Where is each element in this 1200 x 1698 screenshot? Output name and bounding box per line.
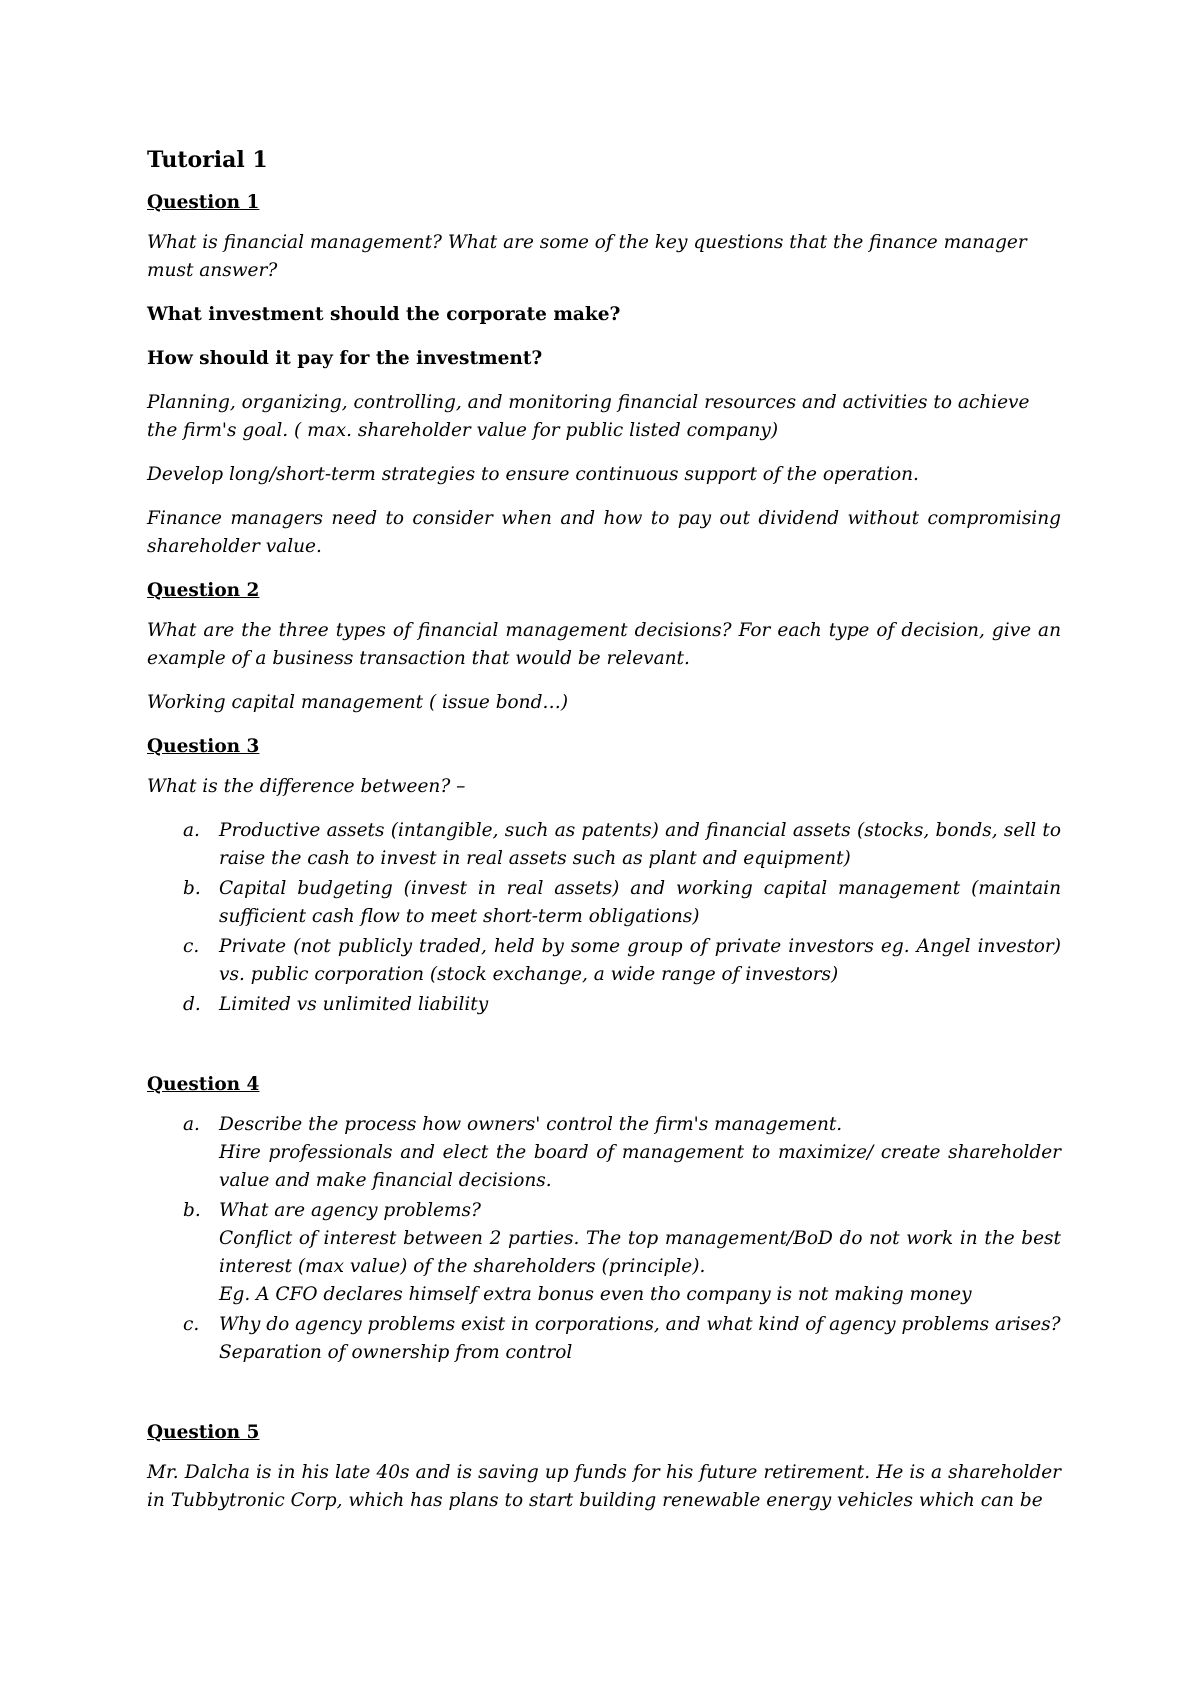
question-4b-example: Eg. A CFO declares himself extra bonus even tho company is not making money bbox=[219, 1284, 972, 1305]
question-4-heading: Question 4 bbox=[147, 1074, 260, 1095]
list-marker: d. bbox=[183, 994, 201, 1015]
question-3-text: What is the difference between? – bbox=[147, 776, 466, 797]
spacer bbox=[147, 1379, 1061, 1419]
question-2-text: What are the three types of financial management decisions? For each type of decision, give an example of a business transaction that would be relevant. bbox=[147, 620, 1061, 669]
page-title: Tutorial 1 bbox=[147, 147, 268, 173]
list-item-text: Productive assets (intangible, such as patents) and financial assets (stocks, bonds, sell to raise the cash to invest in real assets such as plant and equipment) bbox=[219, 820, 1061, 869]
list-marker: a. bbox=[183, 1114, 200, 1135]
question-1-text: What is financial management? What are some of the key questions that the finance manager must answer? bbox=[147, 232, 1027, 281]
question-2-answer-1: Working capital management ( issue bond…) bbox=[147, 692, 569, 713]
question-4b-text: What are agency problems? bbox=[219, 1200, 481, 1221]
spacer bbox=[147, 1031, 1061, 1071]
list-marker: b. bbox=[183, 878, 201, 899]
list-item bbox=[147, 991, 1061, 1019]
question-5-heading: Question 5 bbox=[147, 1422, 260, 1443]
list-item-text: Limited vs unlimited liability bbox=[219, 994, 489, 1015]
question-4a-text: Describe the process how owners' control the firm's management. bbox=[219, 1114, 843, 1135]
question-4-list bbox=[147, 1111, 1061, 1367]
list-item bbox=[147, 1197, 1061, 1309]
question-5-text: Mr. Dalcha is in his late 40s and is saving up funds for his future retirement. He is a shareholder in Tubbytronic Corp, which has plans to start building renewable energy vehicles which can be bbox=[147, 1462, 1061, 1511]
question-4a-answer: Hire professionals and elect the board of management to maximize/ create shareholder value and make financial decisions. bbox=[219, 1142, 1061, 1191]
document-body bbox=[147, 145, 1061, 1531]
question-1-heading: Question 1 bbox=[147, 192, 260, 213]
list-item bbox=[147, 1311, 1061, 1367]
question-1-answer-1: Planning, organizing, controlling, and monitoring financial resources and activities to achieve the firm's goal. ( max. shareholder value for public listed company) bbox=[147, 392, 1030, 441]
question-2-heading: Question 2 bbox=[147, 580, 260, 601]
question-1-bold-1: What investment should the corporate make? bbox=[147, 304, 621, 325]
question-4c-text: Why do agency problems exist in corporations, and what kind of agency problems arises? bbox=[219, 1314, 1061, 1335]
list-item bbox=[147, 875, 1061, 931]
list-marker: b. bbox=[183, 1200, 201, 1221]
list-item-text: Private (not publicly traded, held by some group of private investors eg. Angel investor) vs. public corporation (stock exchange, a wide range of investors) bbox=[219, 936, 1061, 985]
list-item bbox=[147, 817, 1061, 873]
question-1-answer-3: Finance managers need to consider when and how to pay out dividend without compromising shareholder value. bbox=[147, 508, 1061, 557]
list-marker: a. bbox=[183, 820, 200, 841]
list-marker: c. bbox=[183, 1314, 200, 1335]
question-4b-answer: Conflict of interest between 2 parties. The top management/BoD do not work in the best interest (max value) of the shareholders (principle). bbox=[219, 1228, 1061, 1277]
question-1-answer-2: Develop long/short-term strategies to ensure continuous support of the operation. bbox=[147, 464, 919, 485]
list-item bbox=[147, 1111, 1061, 1195]
question-3-heading: Question 3 bbox=[147, 736, 260, 757]
list-item bbox=[147, 933, 1061, 989]
list-item-text: Capital budgeting (invest in real assets) and working capital management (maintain sufficient cash flow to meet short-term obligations) bbox=[219, 878, 1061, 927]
question-1-bold-2: How should it pay for the investment? bbox=[147, 348, 543, 369]
list-marker: c. bbox=[183, 936, 200, 957]
question-4c-answer: Separation of ownership from control bbox=[219, 1342, 573, 1363]
question-3-list bbox=[147, 817, 1061, 1019]
